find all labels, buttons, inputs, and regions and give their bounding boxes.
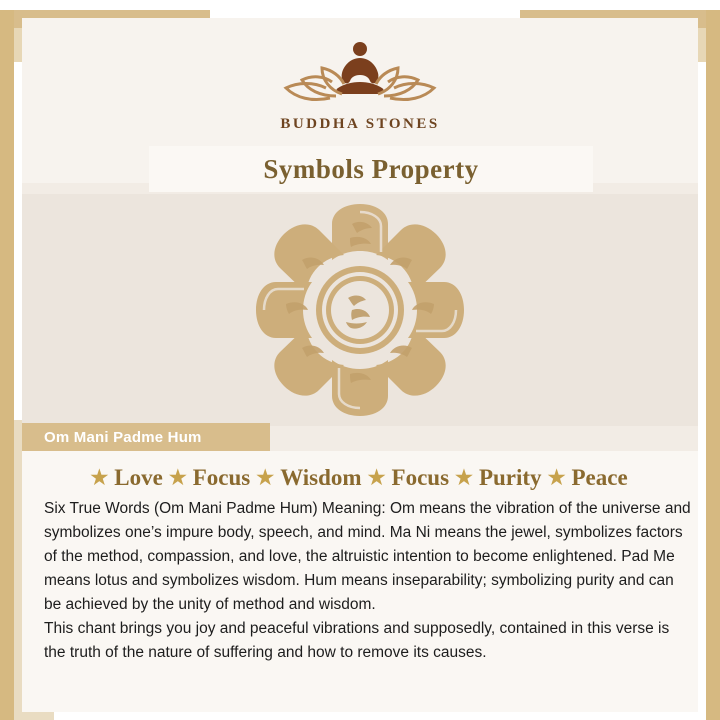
description-paragraph-2: This chant brings you joy and peaceful vibrations and supposedly, contained in this verse is the truth of the nature of suffering and how to remove its causes. <box>44 620 670 662</box>
brand-name-text: BUDDHA STONES <box>280 116 440 132</box>
description-text <box>22 497 698 665</box>
star-icon: ★ <box>547 467 566 489</box>
keyword-wisdom: Wisdom <box>280 465 362 490</box>
keyword-purity: Purity <box>478 465 542 490</box>
star-icon: ★ <box>367 467 386 489</box>
star-icon: ★ <box>168 467 187 489</box>
star-icon: ★ <box>256 467 275 489</box>
brand-logo <box>22 32 698 133</box>
frame-top-band <box>0 0 720 10</box>
star-icon: ★ <box>90 467 109 489</box>
status-badge-label: Om Mani Padme Hum <box>44 428 202 446</box>
lotus-meditation-figure-logo-icon <box>280 32 440 114</box>
frame-gold-left-bar <box>0 0 14 720</box>
content-panel <box>22 18 698 712</box>
mandala-illustration <box>240 198 480 428</box>
description-paragraph-1: Six True Words (Om Mani Padme Hum) Meaning: Om means the vibration of the universe and symbolizes one’s impure body, speech, and mind. Ma Ni means the jewel, symbolizes factors of the method, compassion, and love, the altruistic intention to become enlightened. Pad Me means lotus and symbolizes wisdom. Hum means inseparability; symbolizing purity and can be achieved by the unity of method and wisdom. <box>44 500 691 614</box>
keyword-focus-1: Focus <box>192 465 251 490</box>
star-icon: ★ <box>455 467 473 489</box>
keyword-love: Love <box>114 465 163 490</box>
om-mani-padme-hum-lotus-mandala-icon <box>240 198 480 428</box>
keyword-focus-2: Focus <box>391 465 450 490</box>
description-section <box>22 451 698 712</box>
page-title <box>149 146 593 192</box>
status-badge <box>22 423 270 451</box>
keyword-list <box>22 465 698 491</box>
frame-gold-right-bar <box>706 0 720 720</box>
page-title-text: Symbols Property <box>263 153 479 184</box>
keyword-peace: Peace <box>571 465 628 490</box>
